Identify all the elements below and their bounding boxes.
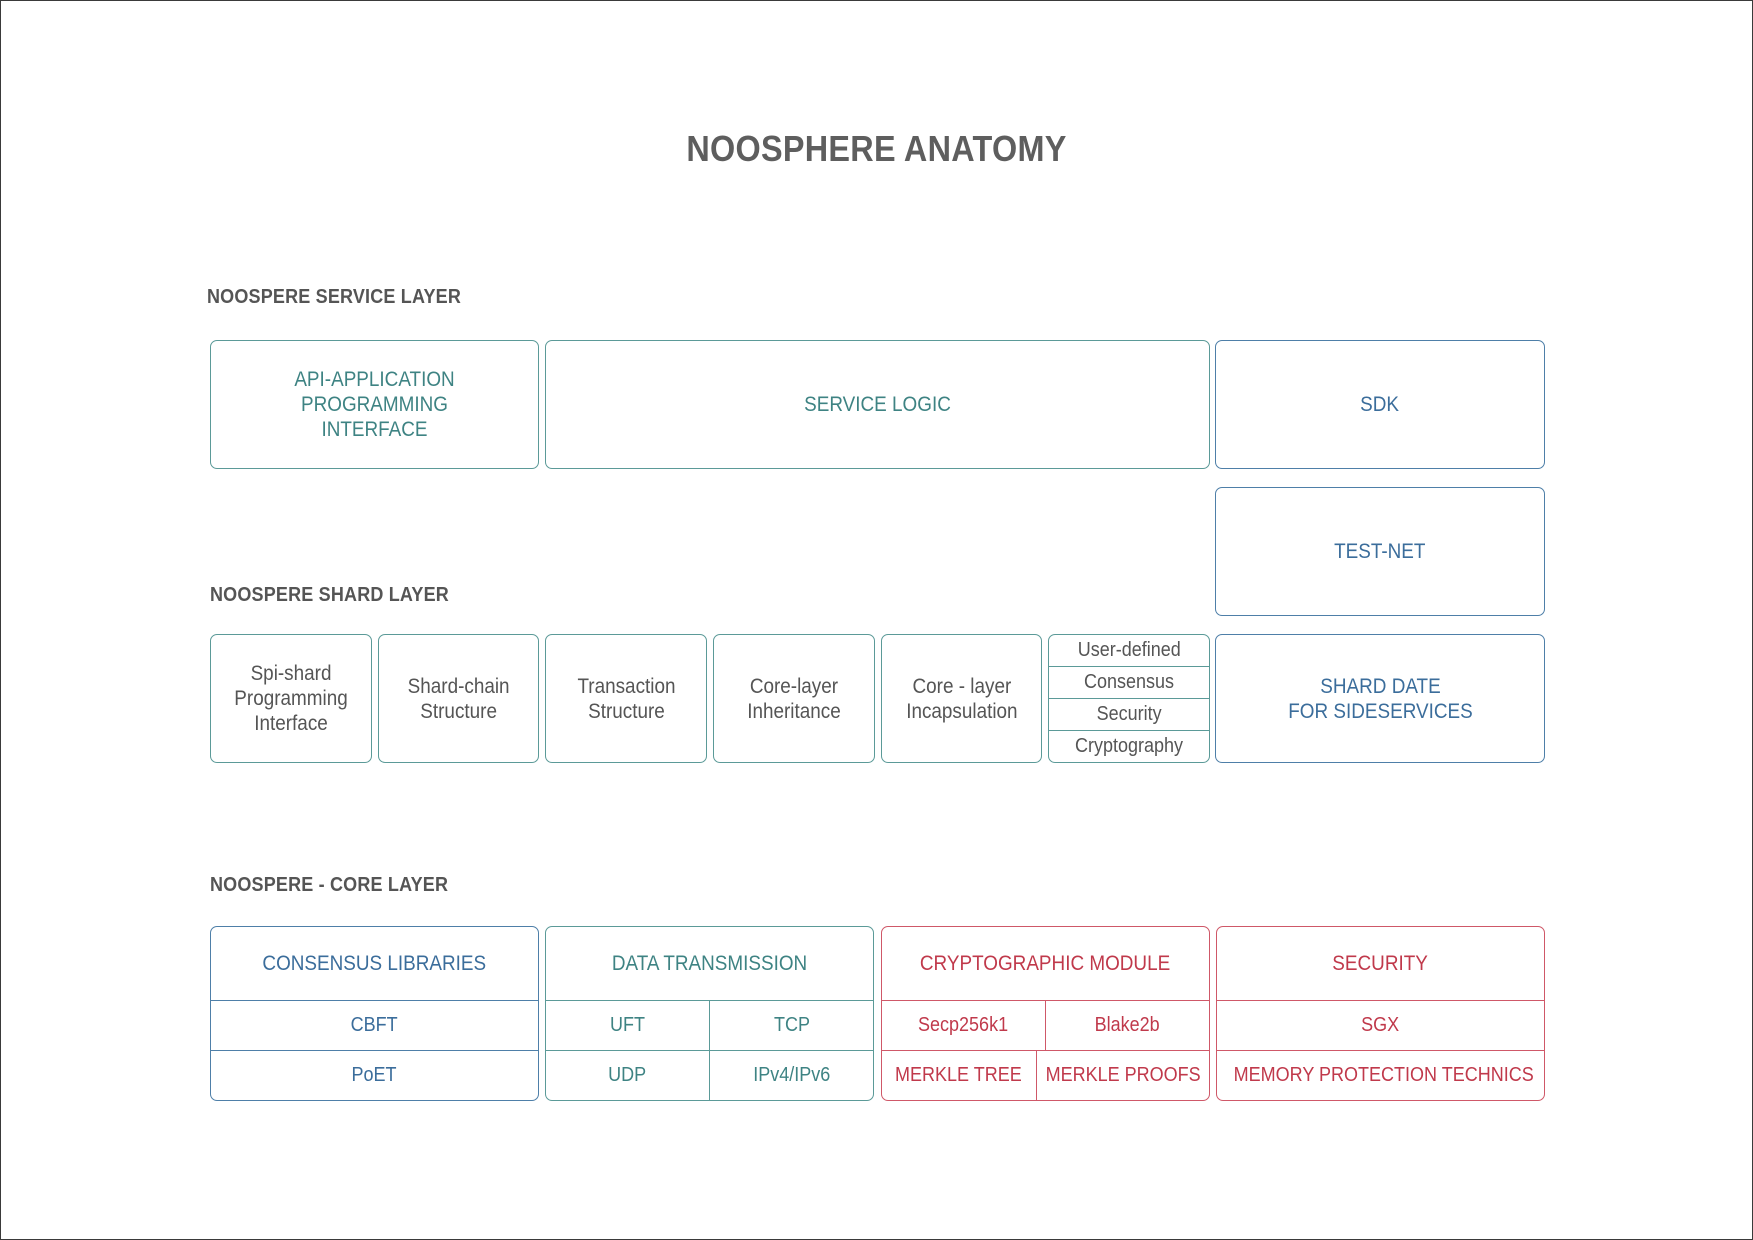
core-row (882, 1001, 1209, 1050)
shard-date-box (1215, 634, 1545, 763)
cell-udp (546, 1051, 709, 1100)
api-label: API-APPLICATION PROGRAMMING INTERFACE (294, 368, 455, 441)
stack-row-label: Cryptography (1074, 735, 1184, 757)
cell-merkle-tree (882, 1051, 1036, 1100)
page-title: NOOSPHERE ANATOMY (686, 128, 1067, 169)
shard-item-label: Shard-chain Structure (407, 674, 510, 723)
sdk-box (1215, 340, 1545, 469)
security-box (1216, 926, 1545, 1101)
shard-date-label: SHARD DATE FOR SIDESERVICES (1287, 674, 1473, 723)
data-transmission-title (546, 927, 873, 1001)
cell-label: PoET (351, 1064, 398, 1086)
consensus-title-text: CONSENSUS LIBRARIES (262, 951, 487, 975)
cell-merkle-proofs (1036, 1051, 1209, 1100)
stack-row-label: Consensus (1083, 671, 1175, 693)
stack-row-security (1049, 698, 1209, 730)
cryptographic-title-text: CRYPTOGRAPHIC MODULE (920, 951, 1171, 975)
test-net-label: TEST-NET (1334, 540, 1426, 563)
service-logic-box (545, 340, 1210, 469)
core-row (546, 1050, 873, 1100)
shard-item-spi-shard (210, 634, 372, 763)
shard-item-transaction (545, 634, 707, 763)
cell-label: UFT (609, 1014, 645, 1036)
cell-label: Blake2b (1094, 1014, 1161, 1036)
shard-item-core-incapsulation (881, 634, 1042, 763)
core-row (546, 1001, 873, 1050)
cell-uft (546, 1001, 709, 1050)
data-transmission-title-text: DATA TRANSMISSION (611, 951, 808, 975)
cell-cbft (211, 1001, 538, 1050)
shard-layer-label: NOOSPERE SHARD LAYER (210, 584, 449, 606)
core-row (882, 1050, 1209, 1100)
cell-memory-protection (1217, 1051, 1545, 1100)
shard-item-core-inheritance (713, 634, 875, 763)
stack-row-user-defined (1049, 635, 1209, 666)
cell-label: MERKLE TREE (895, 1064, 1023, 1086)
service-logic-label: SERVICE LOGIC (804, 393, 951, 416)
sdk-label: SDK (1360, 393, 1400, 416)
core-row (211, 1050, 538, 1100)
service-layer-label: NOOSPERE SERVICE LAYER (207, 286, 462, 308)
cell-ipv4-ipv6 (709, 1051, 873, 1100)
cell-poet (211, 1051, 538, 1100)
core-row (1217, 1050, 1544, 1100)
shard-item-label: Spi-shard Programming Interface (234, 662, 348, 735)
cell-label: UDP (608, 1064, 647, 1086)
cell-label: CBFT (351, 1014, 398, 1036)
core-layer-label: NOOSPERE - CORE LAYER (210, 874, 449, 896)
test-net-box (1215, 487, 1545, 616)
cell-tcp (709, 1001, 873, 1050)
shard-item-label: Core - layer Incapsulation (905, 674, 1018, 723)
cell-label: Secp256k1 (918, 1014, 1009, 1036)
api-box (210, 340, 539, 469)
cell-label: MEMORY PROTECTION TECHNICS (1233, 1064, 1534, 1086)
cell-label: MERKLE PROOFS (1045, 1064, 1201, 1086)
shard-item-label: Core-layer Inheritance (747, 674, 841, 723)
core-row (1217, 1001, 1544, 1050)
cell-blake2b (1045, 1001, 1209, 1050)
cell-sgx (1217, 1001, 1544, 1050)
cell-label: TCP (773, 1014, 810, 1036)
cryptographic-module-title (882, 927, 1209, 1001)
cell-label: IPv4/IPv6 (752, 1064, 831, 1086)
shard-stack-box (1048, 634, 1210, 763)
shard-item-shard-chain (378, 634, 539, 763)
cryptographic-module-box (881, 926, 1210, 1101)
security-title (1217, 927, 1544, 1001)
consensus-libraries-title (211, 927, 538, 1001)
cell-label: SGX (1361, 1014, 1400, 1036)
data-transmission-box (545, 926, 874, 1101)
shard-item-label: Transaction Structure (576, 674, 676, 723)
cell-secp256k1 (882, 1001, 1045, 1050)
stack-row-consensus (1049, 666, 1209, 698)
core-row (211, 1001, 538, 1050)
consensus-libraries-box (210, 926, 539, 1101)
stack-row-label: User-defined (1077, 639, 1181, 661)
security-title-text: SECURITY (1332, 951, 1429, 975)
stack-row-cryptography (1049, 730, 1209, 762)
stack-row-label: Security (1096, 703, 1162, 725)
